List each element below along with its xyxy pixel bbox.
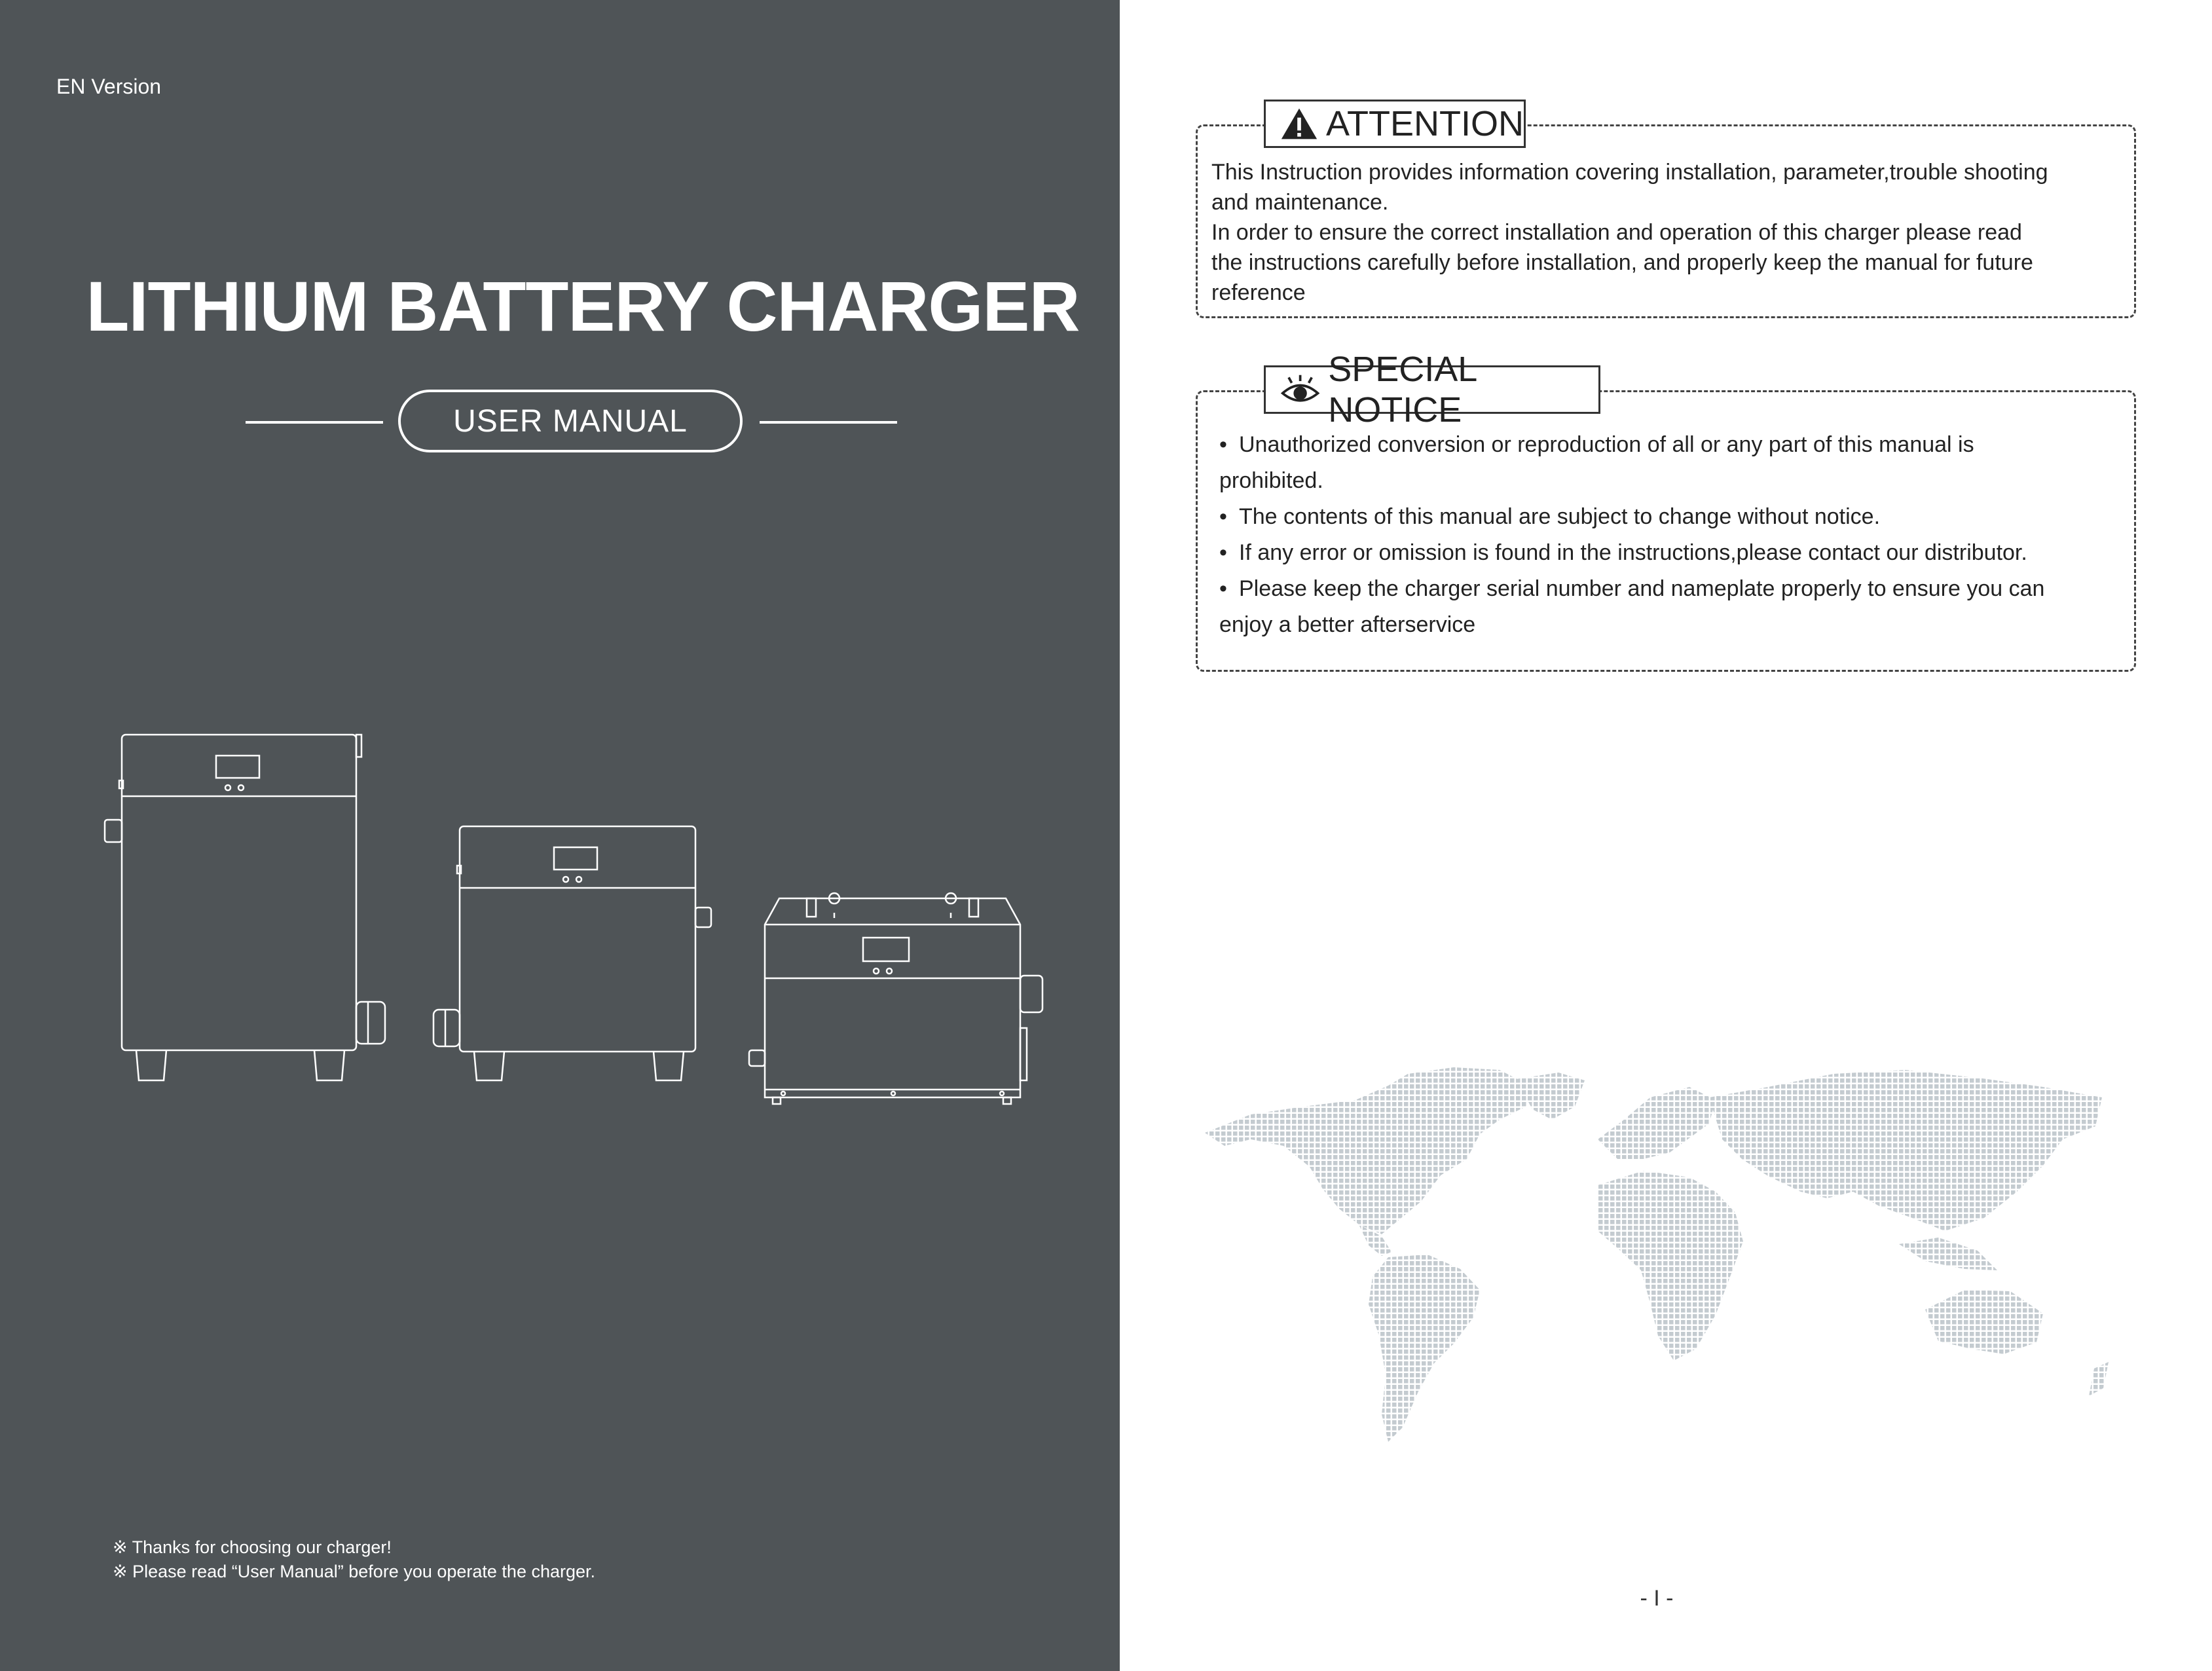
divider-right	[760, 421, 897, 424]
special-notice-heading	[1264, 350, 1600, 430]
notice-item	[1219, 427, 2129, 463]
special-notice-list	[1219, 427, 2129, 643]
notice-item	[1219, 499, 2129, 535]
africa	[1598, 1171, 1743, 1361]
asia	[1709, 1070, 2102, 1231]
bullet: •	[1219, 540, 1227, 565]
notice-text: If any error or omission is found in the instructions,please contact our distributor.	[1239, 540, 2027, 565]
version-label: EN Version	[56, 75, 162, 98]
attention-line: This Instruction provides information covering installation, parameter,trouble shooting	[1211, 160, 2048, 185]
notice-item-continued	[1219, 463, 2129, 499]
north-america	[1205, 1067, 1532, 1234]
cover-note-read-manual: ※ Please read “User Manual” before you operate the charger.	[113, 1562, 596, 1581]
charger-tall-drawing	[105, 735, 385, 1080]
warning-triangle-icon	[1280, 106, 1318, 141]
page-number: - I -	[1640, 1586, 1674, 1611]
world-map-dots	[1192, 1061, 2148, 1493]
new-zealand	[2089, 1362, 2109, 1396]
notice-text: The contents of this manual are subject to change without notice.	[1239, 504, 1881, 529]
south-america	[1369, 1255, 1480, 1442]
australia	[1925, 1290, 2043, 1354]
charger-medium-drawing	[433, 826, 711, 1080]
bullet: •	[1219, 504, 1227, 529]
user-manual-badge: USER MANUAL	[398, 390, 743, 452]
attention-line: reference	[1211, 280, 1306, 305]
notice-item	[1219, 535, 2129, 571]
charger-illustrations	[98, 727, 1067, 1133]
europe	[1598, 1087, 1716, 1159]
notice-text: Please keep the charger serial number and nameplate properly to ensure you can	[1239, 576, 2045, 601]
eye-icon	[1280, 373, 1320, 407]
notice-text: Unauthorized conversion or reproduction of all or any part of this manual is	[1239, 432, 1974, 457]
charger-wide-drawing	[749, 893, 1042, 1104]
greenland	[1516, 1073, 1585, 1120]
notice-text: prohibited.	[1219, 468, 1323, 493]
cover-note-thanks: ※ Thanks for choosing our charger!	[113, 1537, 392, 1557]
attention-line: In order to ensure the correct installation and operation of this charger please read	[1211, 220, 2022, 245]
attention-line: and maintenance.	[1211, 190, 1389, 215]
southeast-asia	[1899, 1238, 1997, 1270]
attention-heading-text: ATTENTION	[1326, 104, 1524, 143]
attention-text	[1211, 157, 2128, 308]
cover-notes	[113, 1535, 595, 1584]
notice-item	[1219, 571, 2129, 607]
bullet: •	[1219, 432, 1227, 457]
attention-line: the instructions carefully before installation, and properly keep the manual for future	[1211, 250, 2033, 275]
divider-left	[246, 421, 383, 424]
notice-text: enjoy a better afterservice	[1219, 612, 1476, 637]
cover-title: LITHIUM BATTERY CHARGER	[86, 266, 1080, 346]
attention-heading	[1264, 100, 1526, 148]
special-notice-heading-text: SPECIAL NOTICE	[1328, 350, 1477, 430]
notice-item-continued	[1219, 607, 2129, 643]
bullet: •	[1219, 576, 1227, 601]
